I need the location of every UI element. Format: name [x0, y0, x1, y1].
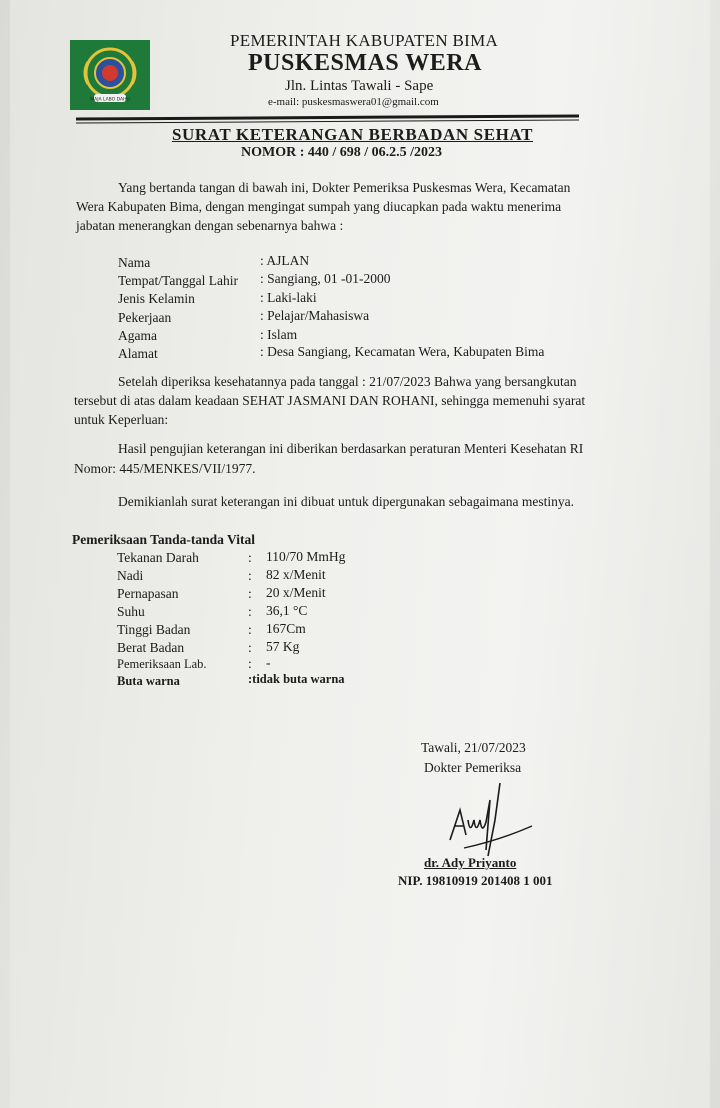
- closing-statement: Demikianlah surat keterangan ini dibuat untuk dipergunakan sebagaimana mestinya.: [118, 494, 574, 509]
- header-email: e-mail: puskesmaswera01@gmail.com: [268, 96, 439, 108]
- color-blind-value: :tidak buta warna: [248, 672, 345, 686]
- document-title: SURAT KETERANGAN BERBADAN SEHAT: [172, 125, 534, 144]
- identity-label: Nama: [118, 255, 151, 270]
- signer-role: Dokter Pemeriksa: [424, 760, 522, 775]
- identity-value: : Sangiang, 01 -01-2000: [260, 271, 391, 286]
- vital-value: 20 x/Menit: [266, 585, 326, 600]
- government-logo: [70, 40, 150, 110]
- vital-colon: :: [248, 622, 252, 637]
- identity-label: Agama: [118, 328, 157, 343]
- svg-text:MAJA LABO DAHU: MAJA LABO DAHU: [90, 97, 130, 103]
- identity-value: : AJLAN: [260, 253, 310, 268]
- identity-value: : Islam: [260, 327, 298, 342]
- identity-value: : Pelajar/Mahasiswa: [260, 308, 370, 323]
- intro-line-1: Yang bertanda tangan di bawah ini, Dokter Pemeriksa Puskesmas Wera, Kecamatan: [118, 180, 571, 195]
- vital-value: 167Cm: [266, 621, 306, 636]
- emblem-icon: [70, 40, 150, 110]
- vital-label: Berat Badan: [117, 640, 185, 655]
- vital-label: Tinggi Badan: [117, 622, 191, 637]
- identity-label: Alamat: [118, 346, 158, 361]
- regulation-line-1: Hasil pengujian keterangan ini diberikan berdasarkan peraturan Menteri Kesehatan RI: [118, 441, 584, 456]
- handwritten-signature: [440, 780, 540, 860]
- vital-colon: :: [248, 656, 252, 671]
- exam-paragraph-line-2: tersebut di atas dalam keadaan SEHAT JASMANI DAN ROHANI, sehingga memenuhi syarat: [74, 393, 586, 408]
- vital-colon: :: [248, 604, 252, 619]
- identity-value: : Laki-laki: [260, 290, 317, 305]
- color-blind-label: Buta warna: [117, 674, 180, 688]
- vital-label: Nadi: [117, 568, 144, 583]
- identity-label: Jenis Kelamin: [118, 291, 195, 306]
- vital-colon: :: [248, 550, 252, 565]
- regulation-line-2: Nomor: 445/MENKES/VII/1977.: [74, 461, 256, 476]
- exam-paragraph-line-1: Setelah diperiksa kesehatannya pada tanggal : 21/07/2023 Bahwa yang bersangkutan: [118, 374, 577, 389]
- signer-name: dr. Ady Priyanto: [424, 855, 517, 870]
- intro-line-3: jabatan menerangkan dengan sebenarnya bahwa :: [76, 218, 344, 233]
- identity-label: Tempat/Tanggal Lahir: [118, 273, 238, 288]
- vital-value: 82 x/Menit: [266, 567, 326, 582]
- place-date: Tawali, 21/07/2023: [421, 740, 526, 755]
- header-government: PEMERINTAH KABUPATEN BIMA: [230, 31, 499, 50]
- vital-colon: :: [248, 640, 252, 655]
- vital-label: Pernapasan: [117, 586, 179, 601]
- vitals-heading: Pemeriksaan Tanda-tanda Vital: [72, 532, 256, 547]
- header-address: Jln. Lintas Tawali - Sape: [285, 78, 434, 94]
- vital-value: 57 Kg: [266, 639, 300, 654]
- intro-line-2: Wera Kabupaten Bima, dengan mengingat sumpah yang diucapkan pada waktu menerima: [76, 199, 562, 214]
- exam-paragraph-line-3: untuk Keperluan:: [74, 412, 169, 427]
- vital-label: Tekanan Darah: [117, 550, 199, 565]
- identity-label: Pekerjaan: [118, 310, 172, 325]
- vital-value: 36,1 °C: [266, 603, 308, 618]
- document-paper: [10, 0, 710, 1108]
- vital-colon: :: [248, 586, 252, 601]
- vital-value: 110/70 MmHg: [266, 549, 346, 564]
- vital-value: -: [266, 655, 271, 670]
- vital-label: Pemeriksaan Lab.: [117, 657, 207, 671]
- vital-label: Suhu: [117, 604, 145, 619]
- signer-nip: NIP. 19810919 201408 1 001: [398, 873, 553, 888]
- identity-value: : Desa Sangiang, Kecamatan Wera, Kabupaten Bima: [260, 344, 545, 359]
- header-institution: PUSKESMAS WERA: [248, 50, 482, 76]
- vital-colon: :: [248, 568, 252, 583]
- document-number: NOMOR : 440 / 698 / 06.2.5 /2023: [241, 145, 443, 160]
